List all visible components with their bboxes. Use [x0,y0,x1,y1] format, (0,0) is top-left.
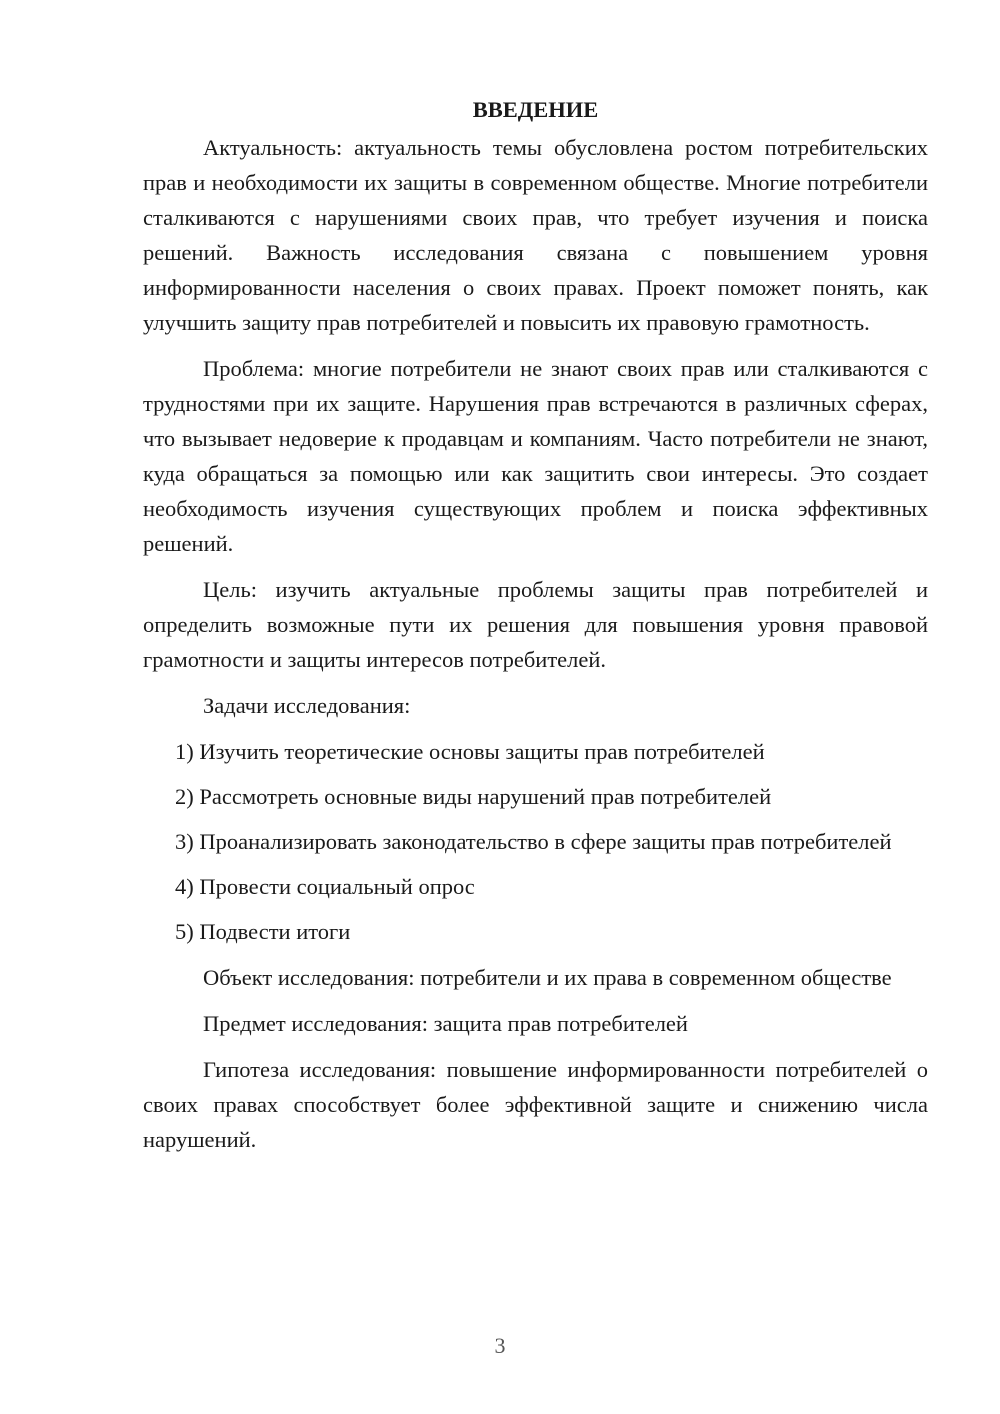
section-title: ВВЕДЕНИЕ [472,97,599,122]
paragraph-object: Объект исследования: потребители и их права в современном обществе [203,965,892,990]
list-item: 4) Провести социальный опрос [175,874,475,899]
list-item: 2) Рассмотреть основные виды нарушений прав потребителей [175,784,772,809]
document-page [143,92,928,1168]
paragraph-hypothesis: Гипотеза исследования: повышение информированности потребителей о своих правах способствует более эффективной защите и снижению числа нарушений. [143,1057,928,1152]
paragraph-goal: Цель: изучить актуальные проблемы защиты прав потребителей и определить возможные пути их решения для повышения уровня правовой грамотности и защиты интересов потребителей. [143,577,928,672]
paragraph-subject: Предмет исследования: защита прав потребителей [203,1011,688,1036]
paragraph-problem: Проблема: многие потребители не знают своих прав или сталкиваются с трудностями при их защите. Нарушения прав встречаются в различных сферах, что вызывает недоверие к продавцам и компаниям. Часто потребители не знают, куда обращаться за помощью или как защитить свои интересы. Это создает необходимость изучения существующих проблем и поиска эффективных решений. [143,356,928,556]
page-number: 3 [494,1333,506,1358]
tasks-list [143,734,928,949]
list-item: 1) Изучить теоретические основы защиты прав потребителей [175,739,765,764]
list-item: 5) Подвести итоги [175,919,351,944]
tasks-heading: Задачи исследования: [203,693,411,718]
list-item: 3) Проанализировать законодательство в сфере защиты прав потребителей [175,829,892,854]
paragraph-relevance: Актуальность: актуальность темы обусловлена ростом потребительских прав и необходимости их защиты в современном обществе. Многие потребители сталкиваются с нарушениями своих прав, что требует изучения и поиска решений. Важность исследования связана с повышением уровня информированности населения о своих правах. Проект поможет понять, как улучшить защиту прав потребителей и повысить их правовую грамотность. [143,135,928,335]
